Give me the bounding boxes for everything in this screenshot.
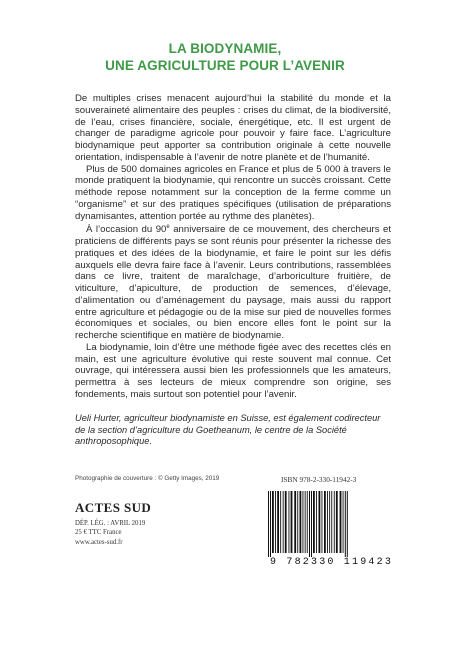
paragraph-3-start: À l’occasion du 90 <box>86 224 167 236</box>
barcode-bar <box>345 491 346 557</box>
barcode-bar <box>268 491 269 557</box>
barcode-bar <box>291 491 293 553</box>
barcode-bar <box>322 491 323 553</box>
paragraph-4: La biodynamie, loin d’être une méthode figée avec des recettes clés en main, est une agriculture évolutive qui reste souvent mal connue. Cet ouvrage, qui intéressera aussi bien les professionnels que les amateurs, permettra à ses lecteurs de mieux comprendre son origine, ses fondements, mais surtout son potentiel pour l’avenir. <box>75 341 391 400</box>
legal-info <box>75 519 145 547</box>
barcode-bar <box>327 491 328 553</box>
title-line-1: LA BIODYNAMIE, <box>168 41 282 56</box>
paragraph-1: De multiples crises menacent aujourd’hui la stabilité du monde et la souveraineté alimentaire des peuples : crises du climat, de la biodiversité, de l’eau, crises financière, sociale, énergétique, etc. Il est urgent de changer de paradigme agricole pour pouvoir y faire face. L’agriculture biodynamique peut apporter sa contribution originale à cette nouvelle orientation, indispensable à l’avenir de notre planète et de l’humanité. <box>75 93 391 163</box>
barcode-bar <box>336 491 338 553</box>
barcode-bar <box>329 491 330 553</box>
author-bio: Ueli Hurter, agriculteur biodynamiste en Suisse, est également codirecteur de la section d’agriculture du Goetheanum, le centre de la Société anthroposophique. <box>75 413 381 446</box>
publisher-website: www.actes-sud.fr <box>75 538 123 546</box>
barcode-bar <box>294 491 296 553</box>
publisher-name: ACTES SUD <box>75 500 152 515</box>
ordinal-superscript: e <box>166 224 170 231</box>
barcode-bar <box>280 491 281 553</box>
barcode-bar <box>334 491 335 553</box>
paragraph-2: Plus de 500 domaines agricoles en France et plus de 5 000 à travers le monde pratiquent la biodynamie, qui rencontre un succès croissant. Cette méthode repose notamment sur la conception de la ferme comme un “organisme” et sur des pratiques spécifiques (utilisation de préparations dynamisantes, attention portée au rythme des planètes). <box>75 163 391 222</box>
barcode-bar <box>272 491 274 553</box>
barcode-bar <box>313 491 315 553</box>
barcode-bar <box>347 491 348 557</box>
barcode-bar <box>316 491 317 553</box>
barcode <box>266 491 378 557</box>
barcode-bar <box>283 491 284 553</box>
barcode-bar <box>343 491 344 553</box>
barcode-digits: 9 782330 119423 <box>270 557 394 568</box>
barcode-bar <box>340 491 342 553</box>
barcode-bar <box>277 491 279 553</box>
photo-credit: Photographie de couverture : © Getty Images, 2019 <box>75 475 220 482</box>
back-cover-blurb <box>75 93 391 401</box>
barcode-bar <box>307 491 308 553</box>
barcode-bar <box>305 491 306 553</box>
paragraph-3 <box>75 222 391 342</box>
barcode-bar <box>311 491 312 557</box>
barcode-bar <box>324 491 326 553</box>
title-line-2: UNE AGRICULTURE POUR L’AVENIR <box>105 58 345 73</box>
barcode-bar <box>300 491 302 553</box>
barcode-bar <box>319 491 321 553</box>
barcode-bar <box>331 491 332 553</box>
barcode-bar <box>309 491 310 557</box>
isbn-number: ISBN 978-2-330-11942-3 <box>281 475 357 484</box>
barcode-bar <box>285 491 287 553</box>
paragraph-3-rest: anniversaire de ce mouvement, des chercheurs et praticiens de différents pays se sont réunis pour présenter la richesse des pratiques et des idées de la biodynamie, et faire le point sur les défis auxquels elle devra faire face à l’avenir. Leurs contributions, rassemblées dans ce livre, traitent de maraîchage, d’arboriculture fruitière, de viticulture, d’apiculture, de production de semences, d’élevage, d’alimentation ou d’aménagement du paysage, mais aussi du rapport entre agriculture et pédagogie ou de la mise sur pied de nouvelles formes économiques et sociales, ou bien encore elles font le point sur la recherche scientifique en matière de biodynamie. <box>75 224 391 342</box>
barcode-bar <box>275 491 276 553</box>
legal-deposit: DÉP. LÉG. : AVRIL 2019 <box>75 520 146 527</box>
barcode-bar <box>289 491 290 553</box>
book-title <box>0 40 450 74</box>
barcode-bar <box>297 491 298 553</box>
barcode-bar <box>270 491 271 557</box>
barcode-bar <box>303 491 304 553</box>
price: 25 € TTC France <box>75 529 122 537</box>
